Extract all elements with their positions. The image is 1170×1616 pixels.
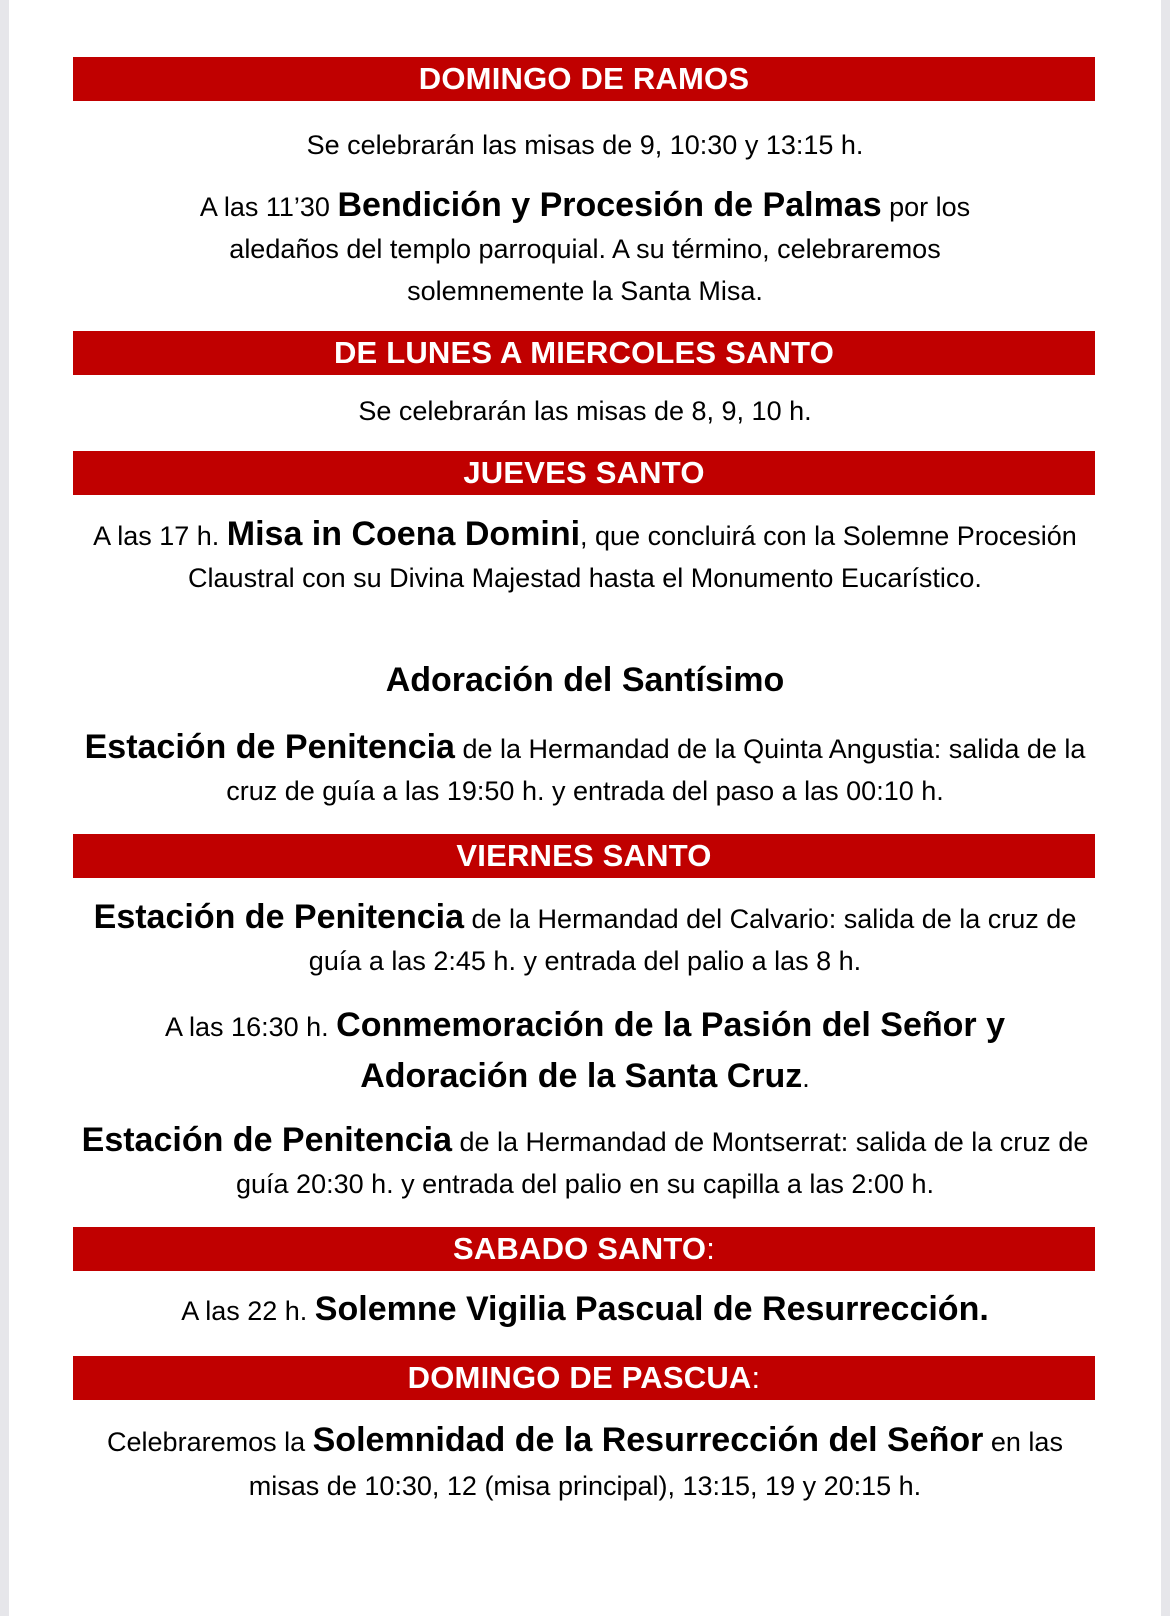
- section-header-sabado-santo: [73, 1227, 1095, 1271]
- paragraph-montserrat: [9, 1119, 1161, 1205]
- paragraph-post: de la Hermandad del Calvario: salida de la cruz de guía a las 2:45 h. y entrada del palio a las 8 h.: [308, 904, 1077, 976]
- paragraph-calvario: [9, 896, 1161, 982]
- paragraph-bold: Misa in Coena Domini: [226, 515, 581, 553]
- section-title: VIERNES SANTO: [456, 838, 712, 873]
- section-title-suffix: :: [751, 1360, 761, 1395]
- paragraph-pre: A las 11’30: [199, 192, 338, 222]
- paragraph-pre: A las 16:30 h.: [165, 1012, 337, 1042]
- section-header-domingo-de-ramos: [73, 57, 1095, 101]
- paragraph-text: Se celebrarán las misas de 8, 9, 10 h.: [358, 396, 812, 426]
- paragraph-coena-domini: [9, 513, 1161, 599]
- paragraph-post: de la Hermandad de la Quinta Angustia: salida de la cruz de guía a las 19:50 h. y entrada del paso a las 00:10 h.: [226, 734, 1086, 806]
- section-title: DOMINGO DE RAMOS: [418, 61, 750, 96]
- paragraph-bold: Estación de Penitencia: [84, 728, 455, 766]
- paragraph-palm-procession: [9, 184, 1161, 312]
- paragraph-bold: Estación de Penitencia: [93, 898, 464, 936]
- paragraph-post: .: [802, 1063, 810, 1093]
- paragraph-masses-palm-sunday: [9, 124, 1161, 166]
- section-title: DOMINGO DE PASCUA: [407, 1360, 752, 1395]
- paragraph-conmemoracion-pasion: [9, 1001, 1161, 1103]
- paragraph-bold: Estación de Penitencia: [81, 1121, 452, 1159]
- paragraph-post: de la Hermandad de Montserrat: salida de la cruz de guía 20:30 h. y entrada del palio en su capilla a las 2:00 h.: [236, 1127, 1089, 1199]
- paragraph-pre: A las 22 h.: [181, 1296, 315, 1326]
- paragraph-bold: Adoración del Santísimo: [385, 661, 785, 699]
- section-header-viernes-santo: [73, 834, 1095, 878]
- paragraph-solemnidad-resurreccion: [9, 1418, 1161, 1508]
- section-title-suffix: :: [706, 1231, 716, 1266]
- section-header-domingo-de-pascua: [73, 1356, 1095, 1400]
- paragraph-adoracion-santisimo: [9, 659, 1161, 703]
- paragraph-bold: Bendición y Procesión de Palmas: [337, 186, 882, 224]
- paragraph-bold: Solemne Vigilia Pascual de Resurrección.: [314, 1290, 989, 1328]
- paragraph-bold: Solemnidad de la Resurrección del Señor: [312, 1421, 984, 1459]
- section-title: DE LUNES A MIERCOLES SANTO: [333, 335, 835, 370]
- document-page: [9, 0, 1161, 1616]
- paragraph-masses-weekdays: [9, 390, 1161, 432]
- section-title: JUEVES SANTO: [463, 455, 705, 490]
- paragraph-quinta-angustia: [9, 726, 1161, 812]
- paragraph-text: Se celebrarán las misas de 9, 10:30 y 13:15 h.: [306, 130, 864, 160]
- paragraph-vigilia-pascual: [9, 1288, 1161, 1332]
- paragraph-bold: Conmemoración de la Pasión del Señor y Adoración de la Santa Cruz: [336, 1006, 1005, 1095]
- section-header-lunes-miercoles-santo: [73, 331, 1095, 375]
- paragraph-post: por los aledaños del templo parroquial. A su término, celebraremos solemnemente la Santa Misa.: [229, 192, 971, 306]
- section-title: SABADO SANTO: [452, 1231, 707, 1266]
- paragraph-pre: Celebraremos la: [107, 1427, 313, 1457]
- paragraph-pre: A las 17 h.: [93, 521, 227, 551]
- section-header-jueves-santo: [73, 451, 1095, 495]
- paragraph-post: , que concluirá con la Solemne Procesión Claustral con su Divina Majestad hasta el Monumento Eucarístico.: [188, 521, 1077, 593]
- paragraph-post: en las misas de 10:30, 12 (misa principal), 13:15, 19 y 20:15 h.: [248, 1427, 1063, 1501]
